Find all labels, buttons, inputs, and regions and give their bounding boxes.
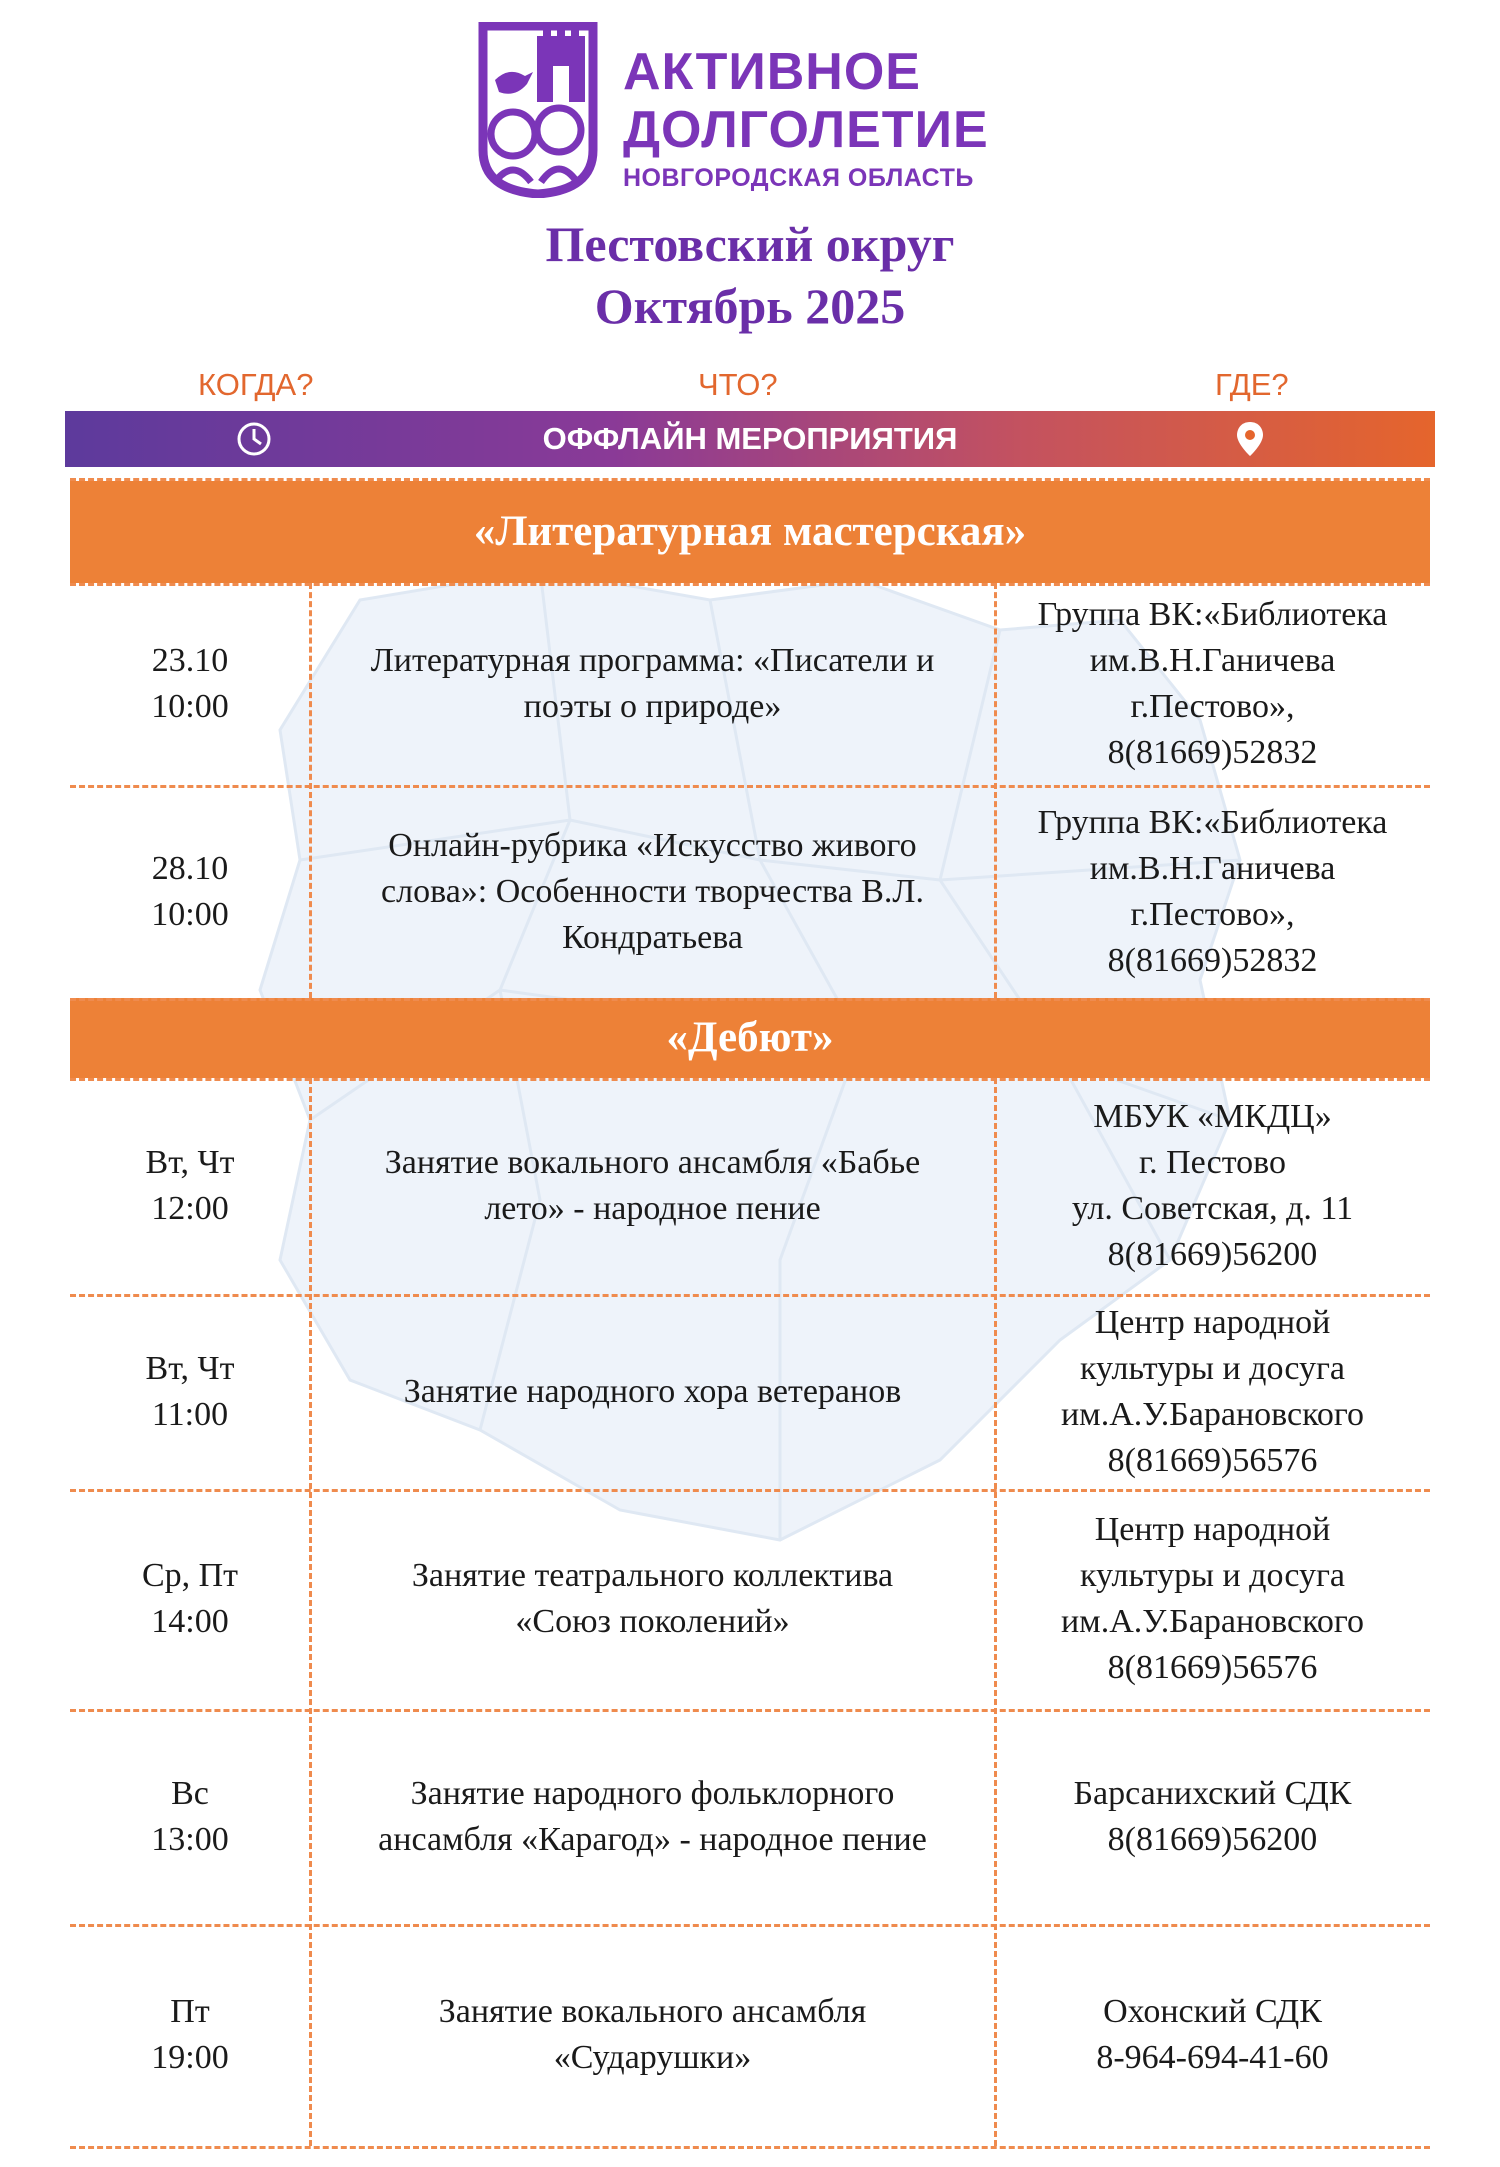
event-where: Охонский СДК 8-964-694-41-60 [1096,1993,1329,2076]
emblem-icon [475,22,601,198]
event-when: Вт, Чт 11:00 [145,1349,235,1433]
event-where: Группа ВК:«Библиотека им.В.Н.Ганичева г.Пестово», 8(81669)52832 [1037,596,1388,771]
brand-line-1: АКТИВНОЕ [623,43,921,101]
event-when: Ср, Пт 14:00 [141,1557,239,1640]
event-what: Занятие вокального ансамбля «Бабье лето» - народное пение [384,1144,921,1227]
table-divider [70,1078,1430,1081]
event-what: Онлайн-рубрика «Искусство живого слова»: Особенности творчества В.Л. Кондратьева [381,826,924,956]
event-when: 23.10 10:00 [151,642,229,725]
table-divider [70,998,1430,1001]
event-when: Вт, Чт 12:00 [145,1144,235,1227]
column-header-what: ЧТО? [698,367,778,402]
event-where: Барсанихский СДК 8(81669)56200 [1073,1774,1352,1858]
column-divider [994,583,997,998]
event-what: Занятие театрального коллектива «Союз поколений» [411,1557,894,1640]
column-divider [309,1078,312,2146]
event-what: Литературная программа: «Писатели и поэты о природе» [370,642,935,725]
column-header-when: КОГДА? [198,367,314,402]
event-where: Центр народной культуры и досуга им.А.У.Барановского 8(81669)56576 [1060,1511,1365,1686]
banner-label: ОФФЛАЙН МЕРОПРИЯТИЯ [542,421,958,456]
column-divider [309,583,312,998]
event-when: 28.10 10:00 [151,849,229,933]
table-divider [70,1294,1430,1297]
event-where: Центр народной культуры и досуга им.А.У.Барановского 8(81669)56576 [1060,1303,1365,1479]
location-pin-icon [1235,420,1265,458]
event-what: Занятие народного фольклорного ансамбля «Карагод» - народное пение [378,1774,927,1858]
clock-icon [235,420,273,458]
table-divider [70,1489,1430,1492]
page-subtitle: Октябрь 2025 [594,278,906,334]
column-header-where: ГДЕ? [1215,367,1289,402]
brand-logo [475,22,1035,198]
section-header-literary: «Литературная мастерская» [70,481,1430,583]
event-where: МБУК «МКДЦ» г. Пестово ул. Советская, д. 11 8(81669)56200 [1071,1098,1354,1273]
section-header-debut: «Дебют» [70,998,1430,1078]
column-divider [994,1078,997,2146]
brand-line-3: НОВГОРОДСКАЯ ОБЛАСТЬ [623,164,974,192]
table-divider [70,1709,1430,1712]
event-when: Вс 13:00 [151,1774,229,1858]
event-where: Группа ВК:«Библиотека им.В.Н.Ганичева г.Пестово», 8(81669)52832 [1037,803,1388,979]
table-divider [70,785,1430,788]
offline-events-banner [65,411,1435,467]
table-divider [70,1924,1430,1927]
page-title: Пестовский округ [545,216,955,272]
table-divider [70,583,1430,586]
event-what: Занятие народного хора ветеранов [403,1372,902,1410]
event-when: Пт 19:00 [151,1993,229,2076]
table-divider [70,478,1430,481]
table-divider [70,2146,1430,2149]
event-what: Занятие вокального ансамбля «Сударушки» [438,1993,867,2076]
brand-line-2: ДОЛГОЛЕТИЕ [623,101,989,159]
